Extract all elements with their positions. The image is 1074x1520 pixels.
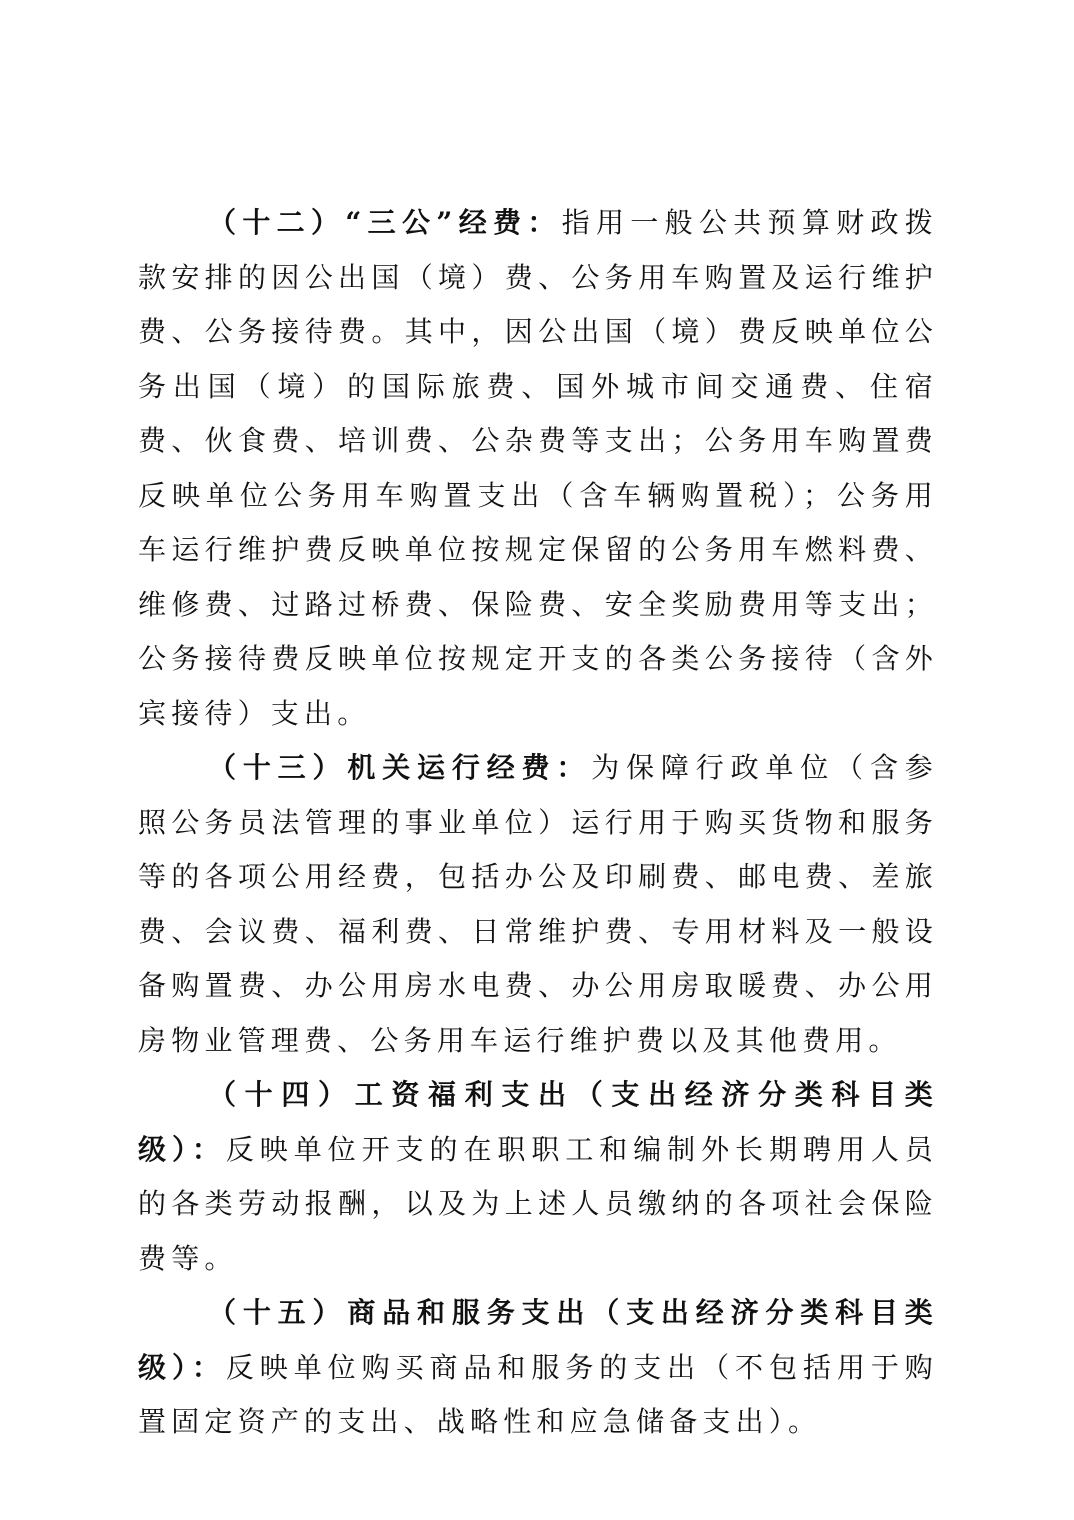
paragraph-section-13 [138, 741, 938, 1068]
section-13-body: 为保障行政单位（含参照公务员法管理的事业单位）运行用于购买货物和服务等的各项公用经费，包括办公及印刷费、邮电费、差旅费、会议费、福利费、日常维护费、专用材料及一般设备购置费、办公用房水电费、办公用房取暖费、办公用房物业管理费、公务用车运行维护费以及其他费用。 [138, 751, 938, 1057]
paragraph-section-15 [138, 1286, 938, 1450]
paragraph-section-12 [138, 196, 938, 741]
section-14-heading: （十四）工资福利支出（支出经济分类科目类级）： [138, 1078, 938, 1166]
section-12-heading: （十二）“三公”经费： [208, 206, 562, 239]
section-15-heading: （十五）商品和服务支出（支出经济分类科目类级）： [138, 1296, 938, 1384]
paragraph-section-14 [138, 1068, 938, 1286]
section-13-heading: （十三）机关运行经费： [208, 751, 592, 784]
document-body [138, 196, 938, 1450]
section-12-body: 指用一般公共预算财政拨款安排的因公出国（境）费、公务用车购置及运行维护费、公务接待费。其中，因公出国（境）费反映单位公务出国（境）的国际旅费、国外城市间交通费、住宿费、伙食费、培训费、公杂费等支出；公务用车购置费反映单位公务用车购置支出（含车辆购置税）；公务用车运行维护费反映单位按规定保留的公务用车燃料费、维修费、过路过桥费、保险费、安全奖励费用等支出；公务接待费反映单位按规定开支的各类公务接待（含外宾接待）支出。 [138, 206, 938, 730]
section-15-body: 反映单位购买商品和服务的支出（不包括用于购置固定资产的支出、战略性和应急储备支出）。 [138, 1350, 938, 1438]
section-14-body: 反映单位开支的在职职工和编制外长期聘用人员的各类劳动报酬，以及为上述人员缴纳的各项社会保险费等。 [138, 1132, 938, 1275]
